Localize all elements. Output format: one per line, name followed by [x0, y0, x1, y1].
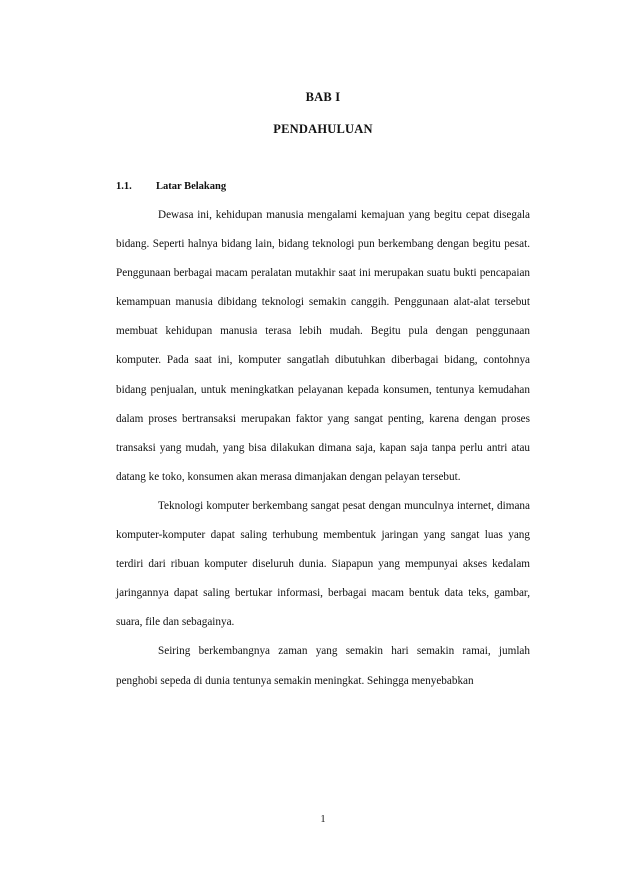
- section-heading: [116, 181, 226, 192]
- chapter-label: BAB I: [305, 90, 341, 104]
- body-text: [116, 201, 530, 696]
- section-title: Latar Belakang: [156, 181, 227, 192]
- paragraph: Seiring berkembangnya zaman yang semakin hari semakin ramai, jumlah penghobi sepeda di dunia tentunya semakin meningkat. Sehingga menyebabkan: [116, 645, 530, 687]
- paragraph: Dewasa ini, kehidupan manusia mengalami kemajuan yang begitu cepat disegala bidang. Seperti halnya bidang lain, bidang teknologi pun berkembang dengan begitu pesat. Penggunaan berbagai macam peralatan mutakhir saat ini merupakan suatu bukti pencapaian kemampuan manusia dibidang teknologi semakin canggih. Penggunaan alat-alat tersebut membuat kehidupan manusia terasa lebih mudah. Begitu pula dengan penggunaan komputer. Pada saat ini, komputer sangatlah dibutuhkan diberbagai bidang, contohnya bidang penjualan, untuk meningkatkan pelayanan kepada konsumen, tentunya kemudahan dalam proses bertransaksi merupakan faktor yang sangat penting, karena dengan proses transaksi yang mudah, yang bisa dilakukan dimana saja, kapan saja tanpa perlu antri atau datang ke toko, konsumen akan merasa dimanjakan dengan pelayan tersebut.: [116, 209, 530, 483]
- chapter-title: PENDAHULUAN: [273, 122, 373, 136]
- paragraph: Teknologi komputer berkembang sangat pesat dengan munculnya internet, dimana komputer-komputer dapat saling terhubung membentuk jaringan yang sangat luas yang terdiri dari ribuan komputer diseluruh dunia. Siapapun yang mempunyai akses kedalam jaringannya dapat saling bertukar informasi, berbagai macam bentuk data teks, gambar, suara, file dan sebagainya.: [116, 499, 530, 629]
- page-number: 1: [320, 814, 326, 825]
- section-number: 1.1.: [116, 181, 132, 192]
